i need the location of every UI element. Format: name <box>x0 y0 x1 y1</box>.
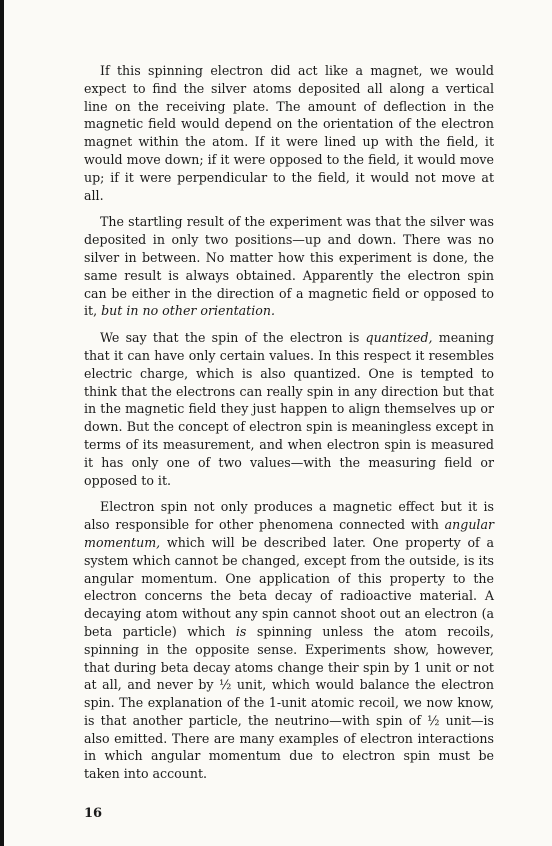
text-run: The startling result of the experiment was that the silver was deposited in only two positions—up and down. There was no silver in between. No matter how this experiment is done, the same result is always obtained. Apparently the electron spin can be either in the direction of a magnetic field or opposed to it, <box>84 214 494 319</box>
text-run: meaning that it can have only certain values. In this respect it resembles electric charge, which is also quantized. One is tempted to think that the electrons can really spin in any direction but that in the magnetic field they just happen to align themselves up or down. But the concept of electron spin is meaningless except in terms of its measurement, and when electron spin is measured it has only one of two values—with the measuring field or opposed to it. <box>84 330 495 488</box>
page-number: 16 <box>84 806 103 821</box>
text-run: spinning unless the atom recoils, spinning in the opposite sense. Experiments show, however, that during beta decay atoms change their spin by 1 unit or not at all, and never by ½ unit, which would balance the electron spin. The explanation of the 1-unit atomic recoil, we now know, is that another particle, the neutrino—with spin of ½ unit—is also emitted. There are many examples of electron interactions in which angular momentum due to electron spin must be taken into account. <box>84 623 494 782</box>
text-run: We say that the spin of the electron is <box>100 330 366 346</box>
text-run: Electron spin not only produces a magnetic effect but it is also responsible for other phenomena connected with <box>84 499 494 533</box>
paragraph-3 <box>84 329 494 489</box>
page-edge-rule <box>0 0 4 846</box>
italic-text: quantized, <box>365 330 433 346</box>
paragraph-2 <box>84 213 494 320</box>
italic-text: angular momentum, <box>84 517 494 550</box>
body-text <box>84 62 494 792</box>
italic-text: but in no other orientation. <box>101 303 275 319</box>
text-run: which will be described later. One property of a system which cannot be changed, except from the outside, is its angular momentum. One application of this property to the electron concerns the beta decay of radioactive material. A decaying atom without any spin cannot shoot out an electron (a beta particle) which <box>84 534 494 639</box>
paragraph-4 <box>84 498 494 783</box>
italic-text: is <box>235 623 247 639</box>
paragraph-1 <box>84 62 494 204</box>
text-run: If this spinning electron did act like a magnet, we would expect to find the silver atoms deposited all along a vertical line on the receiving plate. The amount of deflection in the magnetic field would depend on the orientation of the electron magnet within the atom. If it were lined up with the field, it would move down; if it were opposed to the field, it would move up; if it were perpendicular to the field, it would not move at all. <box>84 63 494 203</box>
